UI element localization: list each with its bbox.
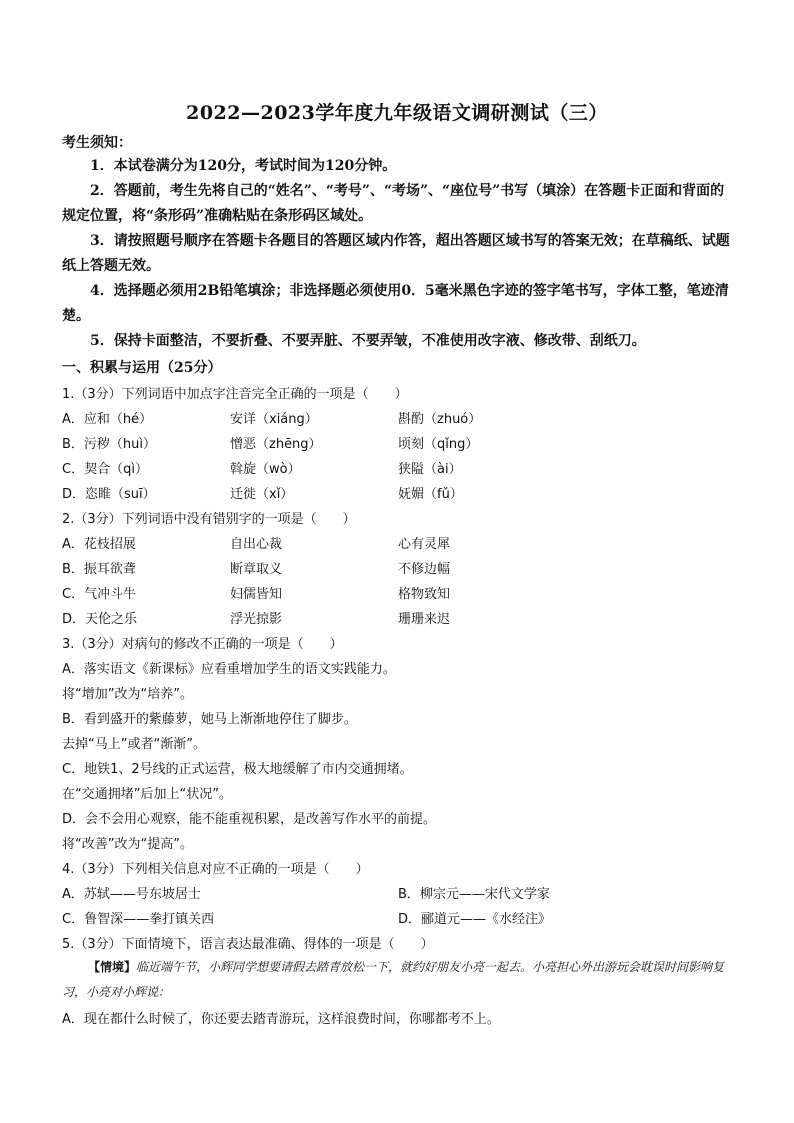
question-1-option-row bbox=[62, 483, 734, 503]
option-cell: 断章取义 bbox=[230, 562, 283, 577]
option-cell: 迁徙（xǐ） bbox=[230, 487, 294, 502]
question-3-line: A．落实语文《新课标》应看重增加学生的语文实践能力。 bbox=[62, 662, 396, 677]
context-label: 【情境】 bbox=[88, 960, 137, 974]
question-3-line: C．地铁1、2号线的正式运营，极大地缓解了市内交通拥堵。 bbox=[62, 762, 413, 777]
option-cell: B．污秽（huì） bbox=[62, 437, 157, 452]
question-4-stem: 4.（3分）下列相关信息对应不正确的一项是（ ） bbox=[62, 862, 369, 877]
option-cell: B．振耳欲聋 bbox=[62, 562, 136, 577]
question-1-option-row bbox=[62, 433, 734, 453]
option-cell: 心有灵犀 bbox=[398, 537, 451, 552]
question-1-stem: 1.（3分）下列词语中加点字注音完全正确的一项是（ ） bbox=[62, 387, 408, 402]
option-cell: A．苏轼——号东坡居士 bbox=[62, 887, 201, 902]
notice-item-4: 4．选择题必须用2B铅笔填涂；非选择题必须使用0．5毫米黑色字迹的签字笔书写，字体工整，笔迹清楚。 bbox=[62, 283, 729, 324]
option-cell: C．鲁智深——拳打镇关西 bbox=[62, 912, 215, 927]
question-3-line: 将“增加”改为“培养”。 bbox=[62, 687, 193, 702]
option-cell: 顷刻（qǐng） bbox=[398, 437, 479, 452]
question-5-context bbox=[62, 955, 734, 1005]
question-1-option-row bbox=[62, 458, 734, 478]
question-2-option-row bbox=[62, 608, 734, 628]
question-5-option-a: A．现在都什么时候了，你还要去踏青游玩，这样浪费时间，你哪都考不上。 bbox=[62, 1012, 500, 1027]
option-cell: 格物致知 bbox=[398, 587, 451, 602]
option-cell: 斟酌（zhuó） bbox=[398, 412, 482, 427]
question-2-option-row bbox=[62, 583, 734, 603]
notice-item-3: 3．请按照题号顺序在答题卡各题目的答题区域内作答，超出答题区域书写的答案无效；在草稿纸、试题纸上答题无效。 bbox=[62, 233, 730, 274]
option-cell: D．天伦之乐 bbox=[62, 612, 138, 627]
question-3-line: 将“改善”改为“提高”。 bbox=[62, 837, 193, 852]
question-2-option-row bbox=[62, 533, 734, 553]
page-title: 2022—2023学年度九年级语文调研测试（三） bbox=[186, 102, 608, 124]
option-cell: D．郦道元——《水经注》 bbox=[398, 912, 552, 927]
question-5-stem: 5.（3分）下面情境下，语言表达最准确、得体的一项是（ ） bbox=[62, 937, 434, 952]
question-2-option-row bbox=[62, 558, 734, 578]
question-1-option-row bbox=[62, 408, 734, 428]
notice-item-2: 2．答题前，考生先将自己的“姓名”、“考号”、“考场”、“座位号”书写（填涂）在答题卡正面和背面的规定位置，将“条形码”准确粘贴在条形码区域处。 bbox=[62, 183, 725, 224]
notice-item-1: 1．本试卷满分为120分，考试时间为120分钟。 bbox=[90, 158, 397, 174]
option-cell: 浮光掠影 bbox=[230, 612, 283, 627]
notice-heading: 考生须知： bbox=[62, 135, 132, 151]
option-cell: 斡旋（wò） bbox=[230, 462, 301, 477]
option-cell: 自出心裁 bbox=[230, 537, 283, 552]
option-cell: 妩媚（fǔ） bbox=[398, 487, 463, 502]
option-cell: 安详（xiáng） bbox=[230, 412, 318, 427]
question-4-option-row bbox=[62, 883, 734, 903]
notice-item-5: 5．保持卡面整洁，不要折叠、不要弄脏、不要弄皱，不准使用改字液、修改带、刮纸刀。 bbox=[90, 333, 646, 349]
question-3-line: 在“交通拥堵”后加上“状况”。 bbox=[62, 787, 232, 802]
question-4-option-row bbox=[62, 908, 734, 928]
option-cell: 妇儒皆知 bbox=[230, 587, 283, 602]
question-3-line: B．看到盛开的紫藤萝，她马上渐渐地停住了脚步。 bbox=[62, 712, 357, 727]
context-text: 临近端午节，小辉同学想要请假去踏青放松一下，就约好朋友小亮一起去。小亮担心外出游玩会耽误时间影响复习，小亮对小辉说： bbox=[62, 960, 725, 999]
option-cell: 狭隘（ài） bbox=[398, 462, 462, 477]
option-cell: A．应和（hé） bbox=[62, 412, 153, 427]
option-cell: B．柳宗元——宋代文学家 bbox=[398, 887, 550, 902]
section-heading: 一、积累与运用（25分） bbox=[62, 360, 222, 376]
question-3-line: D．会不会用心观察，能不能重视积累，是改善写作水平的前提。 bbox=[62, 812, 437, 827]
option-cell: C．契合（qì） bbox=[62, 462, 148, 477]
option-cell: D．恣睢（suī） bbox=[62, 487, 156, 502]
option-cell: 不修边幅 bbox=[398, 562, 451, 577]
option-cell: 珊珊来迟 bbox=[398, 612, 451, 627]
option-cell: A．花枝招展 bbox=[62, 537, 136, 552]
question-2-stem: 2.（3分）下列词语中没有错别字的一项是（ ） bbox=[62, 512, 356, 527]
question-3-stem: 3.（3分）对病句的修改不正确的一项是（ ） bbox=[62, 637, 343, 652]
option-cell: 憎恶（zhēng） bbox=[230, 437, 322, 452]
option-cell: C．气冲斗牛 bbox=[62, 587, 137, 602]
question-3-line: 去掉“马上”或者“渐渐”。 bbox=[62, 737, 206, 752]
